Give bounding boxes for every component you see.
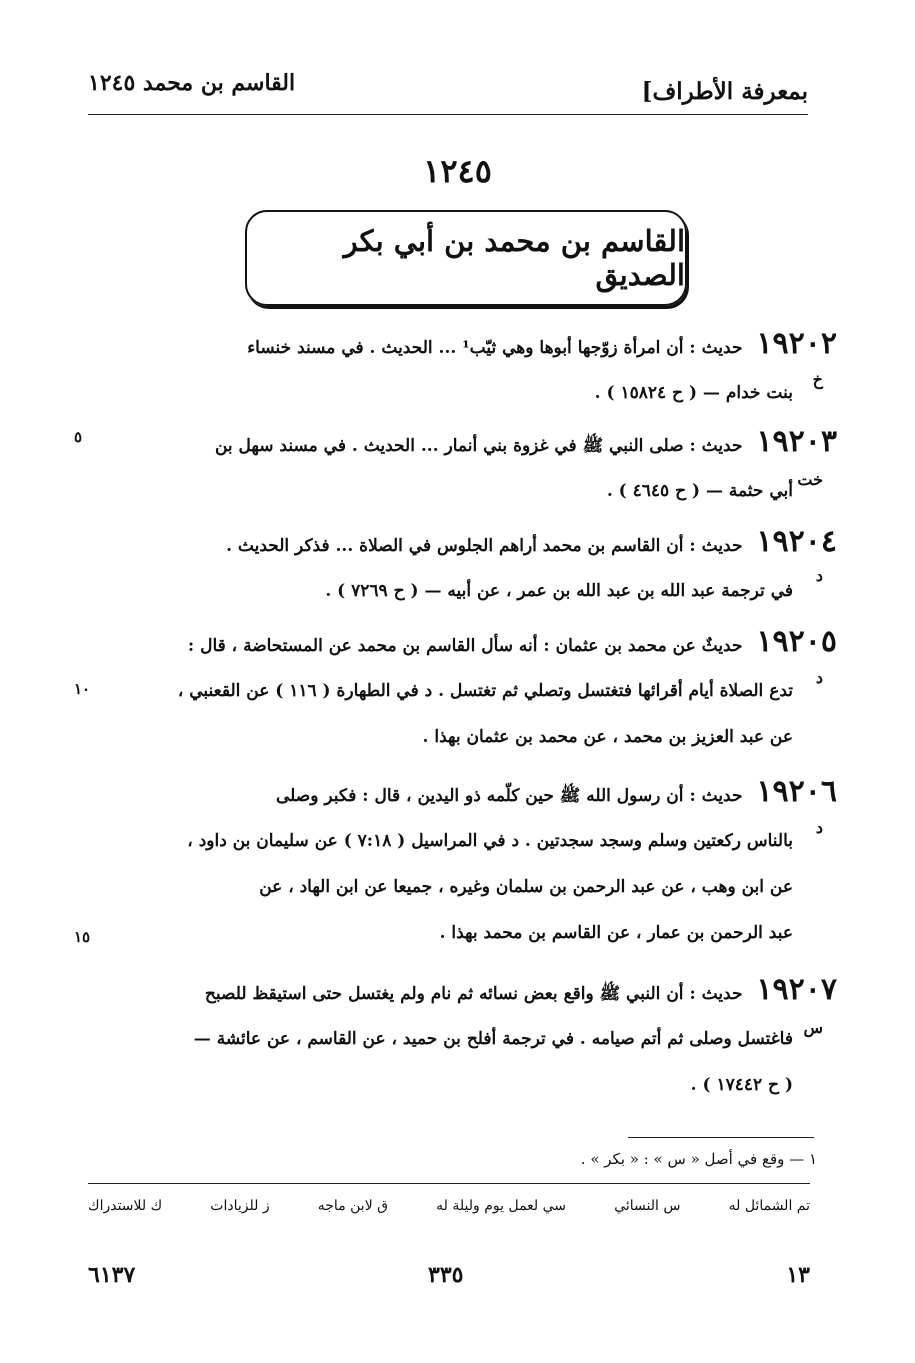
margin-line-number: ١٠	[74, 680, 91, 698]
legend-item: س النسائي	[614, 1198, 681, 1214]
header-right-title: بمعرفة الأطراف]	[641, 78, 808, 105]
page-footer	[88, 1262, 810, 1296]
hadith-number: ١٩٢٠٧	[756, 972, 837, 1007]
hadith-entry	[93, 770, 837, 956]
hadith-text: حديث : أن امرأة زوّجها أبوها وهي ثيّب¹ ... الحديث . في مسند خنساء	[247, 338, 743, 358]
hadith-entry	[93, 620, 837, 760]
legend-item: ز للزيادات	[210, 1198, 270, 1214]
hadith-continuation: بالناس ركعتين وسلم وسجد سجدتين . د في المراسيل ( ٧:١٨ ) عن سليمان بن داود ،	[187, 831, 793, 851]
hadith-continuation: ( ح ١٧٤٤٢ ) .	[690, 1075, 793, 1095]
hadith-continuation: عبد الرحمن بن عمار ، عن القاسم بن محمد بهذا .	[439, 923, 793, 943]
running-header	[88, 68, 808, 115]
margin-line-number: ١٥	[74, 928, 91, 946]
hadith-continuation: بنت خدام — ( ح ١٥٨٢٤ ) .	[594, 383, 793, 403]
hadith-siglum: د	[815, 566, 823, 585]
hadith-continuation: أبي حثمة — ( ح ٤٦٤٥ ) .	[606, 481, 793, 501]
footnote-rule	[628, 1137, 814, 1138]
hadith-siglum: خت	[797, 470, 823, 489]
hadith-number: ١٩٢٠٥	[756, 624, 837, 659]
hadith-entry	[93, 420, 837, 514]
legend-item: ك للاستدراك	[88, 1198, 163, 1214]
hadith-text: حديث : صلى النبي ﷺ في غزوة بني أنمار ... الحديث . في مسند سهل بن	[214, 436, 743, 456]
entry-name-box	[245, 210, 687, 306]
legend-item: ق لابن ماجه	[317, 1198, 388, 1214]
hadith-continuation: عن ابن وهب ، عن عبد الرحمن بن سلمان وغيره ، جميعا عن ابن الهاد ، عن	[259, 877, 793, 897]
hadith-siglum: د	[815, 818, 823, 837]
entry-name: القاسم بن محمد بن أبي بكر الصديق	[343, 224, 685, 292]
sigla-legend	[88, 1198, 810, 1228]
hadith-continuation: فاغتسل وصلى ثم أتم صيامه . في ترجمة أفلح بن حميد ، عن القاسم ، عن عائشة —	[193, 1029, 793, 1049]
hadith-siglum: س	[803, 1018, 823, 1037]
header-left-title: القاسم بن محمد ١٢٤٥	[88, 70, 296, 96]
footnote: ١ — وقع في أصل « س » : « بكر » .	[580, 1150, 817, 1168]
hadith-text: حديث : أن القاسم بن محمد أراهم الجلوس في الصلاة ... فذكر الحديث .	[226, 536, 743, 556]
footer-serial-number: ٦١٣٧	[88, 1262, 136, 1288]
hadith-entry	[93, 322, 837, 416]
hadith-number: ١٩٢٠٢	[756, 326, 837, 361]
legend-item: سي لعمل يوم وليلة له	[436, 1198, 567, 1214]
legend-rule	[88, 1183, 810, 1184]
footer-page-number: ٣٣٥	[428, 1262, 464, 1288]
margin-line-number: ٥	[74, 428, 83, 446]
hadith-text: حديثٌ عن محمد بن عثمان : أنه سأل القاسم بن محمد عن المستحاضة ، قال :	[187, 636, 743, 656]
hadith-text: حديث : أن رسول الله ﷺ حين كلّمه ذو اليدين ، قال : فكبر وصلى	[275, 786, 743, 806]
hadith-entry	[93, 520, 837, 614]
hadith-text: حديث : أن النبي ﷺ واقع بعض نسائه ثم نام ولم يغتسل حتى استيقظ للصبح	[204, 984, 743, 1004]
hadith-siglum: د	[815, 668, 823, 687]
hadith-continuation: في ترجمة عبد الله بن عبد الله بن عمر ، عن أبيه — ( ح ٧٢٦٩ ) .	[325, 581, 793, 601]
hadith-number: ١٩٢٠٤	[756, 524, 837, 559]
hadith-continuation: عن عبد العزيز بن محمد ، عن محمد بن عثمان بهذا .	[422, 727, 793, 747]
hadith-siglum: خ	[812, 370, 823, 389]
entry-number: ١٢٤٥	[423, 152, 492, 190]
hadith-number: ١٩٢٠٦	[756, 774, 837, 809]
hadith-continuation: تدع الصلاة أيام أقرائها فتغتسل وتصلي ثم تغتسل . د في الطهارة ( ١١٦ ) عن القعنبي ،	[177, 681, 793, 701]
hadith-entry	[93, 968, 837, 1108]
legend-item: تم الشمائل له	[728, 1198, 810, 1214]
hadith-number: ١٩٢٠٣	[756, 424, 837, 459]
footer-volume-number: ١٣	[786, 1262, 810, 1288]
